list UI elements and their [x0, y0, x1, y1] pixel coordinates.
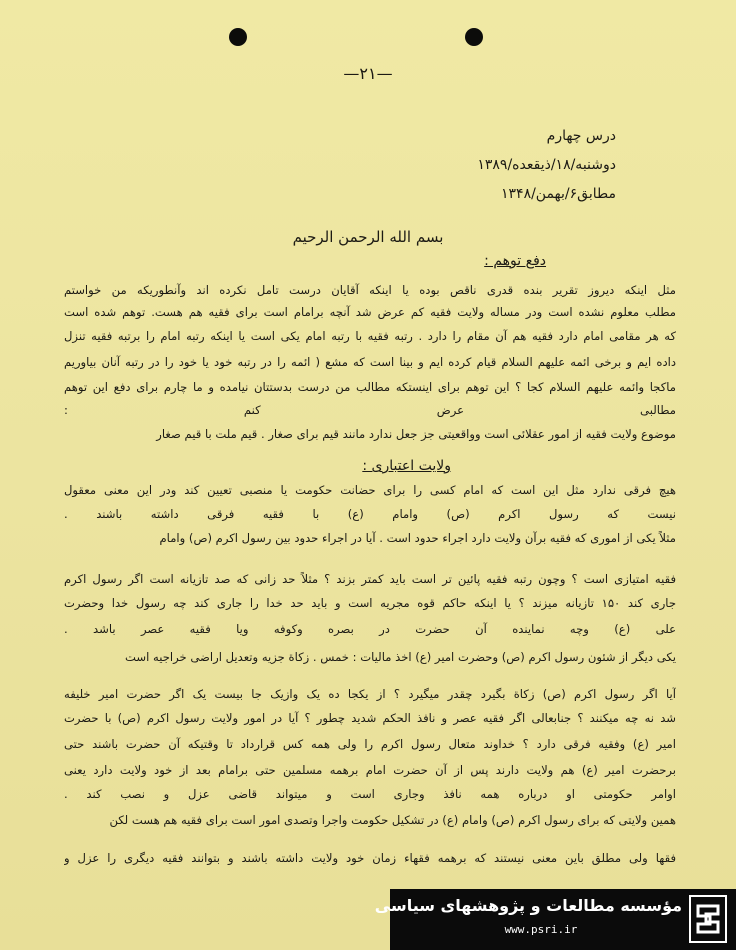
section-heading-conventional-guardianship: ولايت اعتبارى :: [362, 458, 451, 474]
body-line: نیست که رسول اکرم (ص) وامام (ع) با فقیه فرقی داشته باشند .: [64, 507, 676, 521]
body-line: داده ایم و برخی ائمه علیهم السلام قیام کرده ایم و بینا است که مشع ( ائمه را در رتبه خود یا خود را در رتبه آنان بیاوریم: [64, 355, 676, 369]
body-line: یکی دیگر از شئون رسول اکرم (ص) وحضرت امیر (ع) اخذ مالیات : خمس . زکاة جزیه وتعدیل اراضی خراجیه است: [125, 650, 676, 664]
body-line: فقیه امتیازی است ؟ وچون رتبه فقیه پائین تر است باید کمتر بزند ؟ مثلاً حد زانی که صد تازیانه است اگر رسول اکرم: [64, 572, 676, 586]
page-number: —۲۱—: [343, 64, 393, 83]
lesson-title: درس چهارم: [546, 128, 616, 144]
body-line: شد نه چه میکنند ؟ جنابعالی اگر فقیه عصر و نافذ الحکم شدید چطور ؟ آیا در امور ولایت رسول اکرم (ص) با حضرت: [64, 711, 676, 725]
body-line: همین ولایتی که برای رسول اکرم (ص) وامام (ع) در تشکیل حکومت واجرا وتصدی امور است برای فقیه هم هست لکن: [109, 813, 676, 827]
body-line: علی (ع) وچه نماینده آن حضرت در بصره وکوفه ویا فقیه عصر باشد .: [64, 622, 676, 636]
institute-logo-icon: [688, 894, 728, 944]
date-hijri: دوشنبه/۱۸/ذیقعده/۱۳۸۹: [477, 157, 616, 173]
binder-hole-right: [465, 28, 483, 46]
body-line: آیا اگر رسول اکرم (ص) زکاة بگیرد چقدر میگیرد ؟ از یکجا ده یک وازیک جا بیست یک اگر حضرت امیر خلیفه: [64, 687, 676, 701]
binder-hole-left: [229, 28, 247, 46]
body-line: که هر مقامی امام دارد فقیه هم آن مقام را دارد . رتبه فقیه با رتبه امام یکی است یا اینکه رتبه امام را برتبه فقیه تنزل: [64, 329, 676, 343]
body-line: هیچ فرقی ندارد مثل این است که امام کسی را برای حضانت حکومت یا منصبی تعیین کند ودر این معنی معقول: [64, 483, 676, 497]
body-line: مطالبی عرض کنم :: [64, 403, 676, 417]
bismillah: بسم الله الرحمن الرحيم: [292, 228, 444, 246]
body-line: مطلب معلوم نشده است ودر مساله ولایت فقیه کم عرض شد آنچه برامام است برای فقیه هم هست. توهم شده است: [64, 305, 676, 319]
date-shamsi: مطابق۶/بهمن/۱۳۴۸: [501, 186, 616, 202]
body-line: موضوع ولایت فقیه از امور عقلائی است وواقعیتی جز جعل ندارد مانند قیم برای صغار . قیم ملت با قیم صغار: [156, 427, 676, 441]
body-line: فقها ولی مطلق باین معنی نیستند که برهمه فقهاء زمان خود ولایت داشته باشند و بتوانند فقیه دیگری را عزل و: [64, 851, 676, 865]
section-heading-dispelling-misconception: دفع توهم :: [484, 253, 546, 269]
body-line: ماکجا وائمه علیهم السلام کجا ؟ این توهم برای اینستکه مطالب من درست بدستتان نیامده و ما چارم برای دفع این توهم: [64, 380, 676, 394]
body-line: اوامر حکومتی او درباره همه نافذ وجاری است و میتواند قاضی عزل و نصب کند .: [64, 787, 676, 801]
body-line: امیر (ع) وفقیه فرقی دارد ؟ خداوند متعال رسول اکرم را ولی همه کس قرارداد تا وقتیکه آن حضرت باشند حتی: [64, 737, 676, 751]
body-line: مثلاً یکی از اموری که فقیه برآن ولایت دارد اجراء حدود است . آیا در اجراء حدود بین رسول اکرم (ص) وامام: [159, 531, 676, 545]
watermark-institute-name: مؤسسه مطالعات و پژوهشهای سیاسی: [374, 896, 682, 915]
watermark-url: www.psri.ir: [504, 923, 578, 936]
body-line: جاری کند ۱۵۰ تازیانه میزند ؟ یا اینکه حاکم قوه مجریه است و باید حد خدا را جاری کند چه رسول خدا وحضرت: [64, 596, 676, 610]
body-line: برحضرت امیر (ع) هم ولایت دارند پس از آن حضرت امام برهمه مسلمین حتی برامام بعد از خود ولایت دارد یعنی: [64, 763, 676, 777]
body-line: مثل اینکه دیروز تقریر بنده قدری ناقص بوده یا اینکه آقایان درست تامل نکرده اند وآنطوریکه من خواستم: [64, 283, 676, 297]
